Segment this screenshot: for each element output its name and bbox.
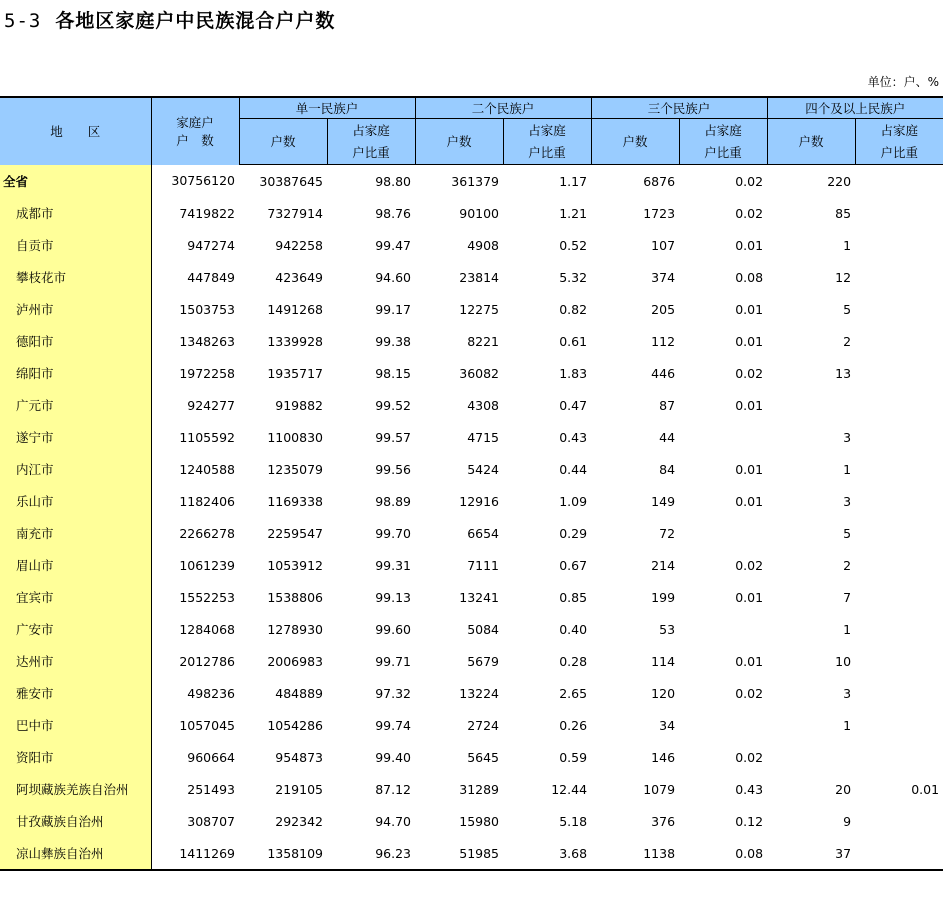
four-plus-count-cell: 1: [843, 461, 852, 477]
three-count-cell: 1079: [643, 781, 676, 797]
four-plus-count-cell: 2: [843, 333, 852, 349]
four-plus-ratio-cell: [855, 677, 943, 709]
single-count-cell: 30387645: [259, 173, 323, 189]
two-ratio-cell: 2.65: [559, 685, 588, 701]
two-ratio-cell: 0.52: [559, 237, 588, 253]
single-count-cell: 2006983: [267, 653, 323, 669]
four-plus-ratio-cell: [855, 197, 943, 229]
count-header: 户数: [767, 119, 855, 165]
three-count-cell: 214: [651, 557, 676, 573]
single-count-cell: 942258: [275, 237, 323, 253]
unit-label: 单位：户、%: [867, 75, 939, 89]
single-ratio-cell: 97.32: [375, 685, 412, 701]
two-ratio-cell: 5.32: [559, 269, 588, 285]
single-count-cell: 292342: [275, 813, 323, 829]
total-households-cell: 1240588: [179, 461, 235, 477]
single-count-cell: 1053912: [267, 557, 323, 573]
table-row: [0, 709, 943, 741]
two-count-cell: 90100: [459, 205, 500, 221]
two-ratio-cell: 1.17: [559, 173, 588, 189]
single-ratio-cell: 99.70: [375, 525, 412, 541]
single-ratio-cell: 99.47: [375, 237, 412, 253]
single-count-cell: 1278930: [267, 621, 323, 637]
three-ratio-cell: 0.02: [735, 173, 764, 189]
two-count-cell: 5084: [467, 621, 500, 637]
two-ratio-cell: 0.67: [559, 557, 588, 573]
three-ratio-cell: 0.01: [735, 397, 764, 413]
two-count-cell: 4715: [467, 429, 500, 445]
three-ratio-cell: [679, 421, 767, 453]
total-households-cell: 308707: [187, 813, 235, 829]
table-row: [0, 485, 943, 517]
table-row: [0, 837, 943, 870]
three-count-cell: 120: [651, 685, 676, 701]
table-row: [0, 261, 943, 293]
region-header: 地 区: [0, 97, 151, 165]
three-count-cell: 72: [659, 525, 676, 541]
table-row: [0, 453, 943, 485]
two-ratio-cell: 3.68: [503, 837, 591, 870]
total-households-cell: 251493: [187, 781, 235, 797]
four-plus-ratio-cell: [855, 741, 943, 773]
three-ratio-cell: 0.02: [735, 557, 764, 573]
single-ratio-cell: 98.89: [375, 493, 412, 509]
total-households-cell: 1503753: [179, 301, 235, 317]
ratio-header: 占家庭 户比重: [679, 119, 767, 165]
four-plus-count-cell: [767, 389, 855, 421]
single-ratio-cell: 99.40: [375, 749, 412, 765]
total-households-cell: 498236: [187, 685, 235, 701]
three-count-cell: 6876: [643, 173, 676, 189]
single-count-cell: 919882: [275, 397, 323, 413]
count-header: 户数: [591, 119, 679, 165]
region-cell: 遂宁市: [0, 421, 151, 453]
two-ratio-cell: 12.44: [551, 781, 588, 797]
table-header: [0, 97, 943, 165]
single-ratio-cell: 99.17: [375, 301, 412, 317]
four-plus-ratio-cell: [855, 837, 943, 870]
two-ratio-cell: 0.44: [559, 461, 588, 477]
table-row: [0, 581, 943, 613]
four-plus-count-cell: 5: [843, 301, 852, 317]
three-ratio-cell: 0.02: [735, 749, 764, 765]
region-cell: 南充市: [0, 517, 151, 549]
four-plus-ratio-cell: [855, 389, 943, 421]
table-row: [0, 293, 943, 325]
group-header-single: 单一民族户: [239, 97, 415, 119]
total-households-cell: 1182406: [179, 493, 235, 509]
two-ratio-cell: 0.43: [559, 429, 588, 445]
four-plus-count-cell: 1: [843, 717, 852, 733]
total-header-line2: 户 数: [176, 133, 214, 149]
four-plus-count-cell: 1: [843, 621, 852, 637]
three-ratio-cell: 0.01: [735, 461, 764, 477]
three-count-cell: 107: [651, 237, 676, 253]
total-households-cell: 1105592: [179, 429, 235, 445]
single-count-cell: 1169338: [267, 493, 323, 509]
four-plus-count-cell: 2: [843, 557, 852, 573]
three-ratio-cell: [679, 613, 767, 645]
region-cell: 成都市: [0, 197, 151, 229]
two-count-cell: 6654: [467, 525, 500, 541]
table-row: [0, 741, 943, 773]
three-ratio-cell: 0.08: [735, 269, 764, 285]
two-ratio-cell: 0.40: [559, 621, 588, 637]
single-ratio-cell: 99.74: [375, 717, 412, 733]
region-cell: 宜宾市: [0, 581, 151, 613]
single-ratio-cell: 99.13: [375, 589, 412, 605]
three-count-cell: 112: [651, 333, 676, 349]
two-ratio-cell: 0.28: [559, 653, 588, 669]
four-plus-count-cell: 7: [843, 589, 852, 605]
four-plus-ratio-cell: [855, 325, 943, 357]
total-households-cell: 447849: [187, 269, 235, 285]
four-plus-count-cell: 3: [843, 493, 852, 509]
two-ratio-cell: 0.26: [559, 717, 588, 733]
two-count-cell: 2724: [467, 717, 500, 733]
total-households-cell: 2266278: [179, 525, 235, 541]
three-ratio-cell: 0.01: [735, 653, 764, 669]
region-cell: 眉山市: [0, 549, 151, 581]
two-ratio-cell: 0.61: [559, 333, 588, 349]
single-ratio-cell: 98.15: [375, 365, 412, 381]
three-ratio-cell: 0.01: [735, 333, 764, 349]
two-count-cell: 5645: [467, 749, 500, 765]
two-count-cell: 12275: [459, 301, 500, 317]
single-ratio-cell: 99.52: [375, 397, 412, 413]
single-count-cell: 1339928: [267, 333, 323, 349]
single-ratio-cell: 99.38: [375, 333, 412, 349]
total-households-cell: 1284068: [179, 621, 235, 637]
table-row: [0, 613, 943, 645]
count-header: 户数: [415, 119, 503, 165]
single-ratio-cell: 99.60: [375, 621, 412, 637]
ratio-header: 占家庭 户比重: [327, 119, 415, 165]
two-ratio-cell: 1.83: [559, 365, 588, 381]
total-header-line1: 家庭户: [176, 115, 214, 131]
region-cell: 达州市: [0, 645, 151, 677]
single-count-cell: 484889: [275, 685, 323, 701]
three-ratio-cell: 0.01: [735, 301, 764, 317]
two-count-cell: 4908: [467, 237, 500, 253]
four-plus-ratio-cell: [855, 453, 943, 485]
three-count-cell: 114: [651, 653, 676, 669]
single-count-cell: 1235079: [267, 461, 323, 477]
region-cell: 泸州市: [0, 293, 151, 325]
region-cell: 阿坝藏族羌族自治州: [0, 773, 151, 805]
two-ratio-cell: 1.09: [559, 493, 588, 509]
single-ratio-cell: 99.71: [375, 653, 412, 669]
single-ratio-cell: 94.60: [375, 269, 412, 285]
group-header-three: 三个民族户: [591, 97, 767, 119]
single-count-cell: 954873: [275, 749, 323, 765]
four-plus-ratio-cell: [855, 581, 943, 613]
three-ratio-cell: [679, 709, 767, 741]
two-ratio-cell: 1.21: [559, 205, 588, 221]
two-count-cell: 36082: [459, 365, 500, 381]
four-plus-count-cell: 5: [843, 525, 852, 541]
two-count-cell: 5679: [467, 653, 500, 669]
three-count-cell: 149: [651, 493, 676, 509]
total-households-cell: 1057045: [179, 717, 235, 733]
two-count-cell: 13241: [459, 589, 500, 605]
single-count-cell: 1358109: [239, 837, 327, 870]
two-count-cell: 7111: [467, 557, 500, 573]
three-count-cell: 205: [651, 301, 676, 317]
three-count-cell: 44: [659, 429, 676, 445]
three-count-cell: 34: [659, 717, 676, 733]
single-ratio-cell: 99.31: [375, 557, 412, 573]
three-count-cell: 446: [651, 365, 676, 381]
total-households-cell: 7419822: [179, 205, 235, 221]
three-ratio-cell: 0.02: [735, 365, 764, 381]
group-header-two: 二个民族户: [415, 97, 591, 119]
three-ratio-cell: 0.01: [735, 237, 764, 253]
two-ratio-cell: 0.85: [559, 589, 588, 605]
page-title: [4, 6, 335, 33]
two-count-cell: 13224: [459, 685, 500, 701]
four-plus-ratio-cell: [855, 421, 943, 453]
count-header: 户数: [239, 119, 327, 165]
single-ratio-cell: 87.12: [375, 781, 412, 797]
single-count-cell: 219105: [275, 781, 323, 797]
region-cell: 广元市: [0, 389, 151, 421]
three-ratio-cell: 0.43: [735, 781, 764, 797]
single-ratio-cell: 94.70: [375, 813, 412, 829]
total-households-cell: 960664: [187, 749, 235, 765]
three-ratio-cell: 0.01: [735, 493, 764, 509]
total-households-cell: 1348263: [179, 333, 235, 349]
three-ratio-cell: 0.01: [735, 589, 764, 605]
table-number: 5-3: [4, 10, 42, 32]
four-plus-ratio-cell: [855, 165, 943, 198]
four-plus-count-cell: 13: [835, 365, 852, 381]
four-plus-ratio-cell: [855, 613, 943, 645]
total-households-cell: 1411269: [151, 837, 239, 870]
four-plus-ratio-cell: [855, 485, 943, 517]
table-row: [0, 805, 943, 837]
single-count-cell: 1538806: [267, 589, 323, 605]
total-households-cell: 924277: [187, 397, 235, 413]
three-ratio-cell: 0.08: [679, 837, 767, 870]
four-plus-count-cell: 9: [843, 813, 852, 829]
three-ratio-cell: 0.02: [735, 205, 764, 221]
three-count-cell: 84: [659, 461, 676, 477]
single-ratio-cell: 99.57: [375, 429, 412, 445]
single-ratio-cell: 98.76: [375, 205, 412, 221]
four-plus-ratio-cell: [855, 805, 943, 837]
total-households-cell: 2012786: [179, 653, 235, 669]
four-plus-ratio-cell: 0.01: [911, 781, 940, 797]
region-cell: 甘孜藏族自治州: [0, 805, 151, 837]
single-count-cell: 423649: [275, 269, 323, 285]
table-row: [0, 645, 943, 677]
two-ratio-cell: 0.82: [559, 301, 588, 317]
single-count-cell: 1935717: [267, 365, 323, 381]
region-cell: 内江市: [0, 453, 151, 485]
single-ratio-cell: 98.80: [375, 173, 412, 189]
single-count-cell: 1054286: [267, 717, 323, 733]
total-households-cell: 947274: [187, 237, 235, 253]
table-row: [0, 677, 943, 709]
four-plus-ratio-cell: [855, 709, 943, 741]
three-count-cell: 1138: [591, 837, 679, 870]
region-cell: 凉山彝族自治州: [0, 837, 151, 870]
two-count-cell: 51985: [415, 837, 503, 870]
region-cell: 自贡市: [0, 229, 151, 261]
region-cell: 全省: [0, 165, 151, 198]
three-count-cell: 146: [651, 749, 676, 765]
three-count-cell: 1723: [643, 205, 676, 221]
ratio-header: 占家庭 户比重: [503, 119, 591, 165]
four-plus-count-cell: 3: [843, 685, 852, 701]
four-plus-count-cell: 12: [835, 269, 852, 285]
region-cell: 资阳市: [0, 741, 151, 773]
table-row: [0, 773, 943, 805]
four-plus-count-cell: 1: [843, 237, 852, 253]
four-plus-ratio-cell: [855, 261, 943, 293]
table-row: [0, 421, 943, 453]
three-count-cell: 376: [651, 813, 676, 829]
three-count-cell: 199: [651, 589, 676, 605]
group-header-four-plus: 四个及以上民族户: [767, 97, 943, 119]
two-count-cell: 8221: [467, 333, 500, 349]
three-ratio-cell: 0.02: [735, 685, 764, 701]
single-ratio-cell: 99.56: [375, 461, 412, 477]
two-count-cell: 4308: [467, 397, 500, 413]
four-plus-ratio-cell: [855, 517, 943, 549]
four-plus-ratio-cell: [855, 645, 943, 677]
three-count-cell: 53: [659, 621, 676, 637]
four-plus-count-cell: 220: [827, 173, 852, 189]
single-ratio-cell: 96.23: [327, 837, 415, 870]
table-row: [0, 549, 943, 581]
two-count-cell: 361379: [451, 173, 500, 189]
table-row-total: [0, 165, 943, 198]
table-row: [0, 197, 943, 229]
total-households-cell: 1972258: [179, 365, 235, 381]
four-plus-ratio-cell: [855, 549, 943, 581]
three-ratio-cell: 0.12: [735, 813, 764, 829]
three-ratio-cell: [679, 517, 767, 549]
single-count-cell: 1491268: [267, 301, 323, 317]
table-row: [0, 325, 943, 357]
four-plus-ratio-cell: [855, 293, 943, 325]
ratio-header: 占家庭 户比重: [855, 119, 943, 165]
table-row: [0, 229, 943, 261]
region-cell: 德阳市: [0, 325, 151, 357]
table-title: 各地区家庭户中民族混合户户数: [55, 10, 336, 32]
four-plus-count-cell: [767, 741, 855, 773]
four-plus-count-cell: 85: [835, 205, 852, 221]
four-plus-count-cell: 10: [835, 653, 852, 669]
two-count-cell: 23814: [459, 269, 500, 285]
four-plus-count-cell: 37: [767, 837, 855, 870]
four-plus-count-cell: 20: [835, 781, 852, 797]
two-ratio-cell: 5.18: [559, 813, 588, 829]
four-plus-ratio-cell: [855, 229, 943, 261]
two-count-cell: 31289: [459, 781, 500, 797]
total-header: [151, 97, 239, 165]
table-body: [0, 165, 943, 871]
two-ratio-cell: 0.59: [559, 749, 588, 765]
region-cell: 乐山市: [0, 485, 151, 517]
region-cell: 雅安市: [0, 677, 151, 709]
four-plus-count-cell: 3: [843, 429, 852, 445]
two-count-cell: 12916: [459, 493, 500, 509]
single-count-cell: 1100830: [267, 429, 323, 445]
table-row: [0, 389, 943, 421]
region-cell: 广安市: [0, 613, 151, 645]
three-count-cell: 374: [651, 269, 676, 285]
region-cell: 绵阳市: [0, 357, 151, 389]
two-ratio-cell: 0.29: [559, 525, 588, 541]
single-count-cell: 7327914: [267, 205, 323, 221]
region-cell: 攀枝花市: [0, 261, 151, 293]
total-households-cell: 30756120: [171, 173, 235, 189]
total-households-cell: 1061239: [179, 557, 235, 573]
two-ratio-cell: 0.47: [559, 397, 588, 413]
total-households-cell: 1552253: [179, 589, 235, 605]
region-cell: 巴中市: [0, 709, 151, 741]
table-row: [0, 357, 943, 389]
single-count-cell: 2259547: [267, 525, 323, 541]
two-count-cell: 15980: [459, 813, 500, 829]
table-row: [0, 517, 943, 549]
three-count-cell: 87: [659, 397, 676, 413]
four-plus-ratio-cell: [855, 357, 943, 389]
household-table: [0, 96, 943, 871]
two-count-cell: 5424: [467, 461, 500, 477]
